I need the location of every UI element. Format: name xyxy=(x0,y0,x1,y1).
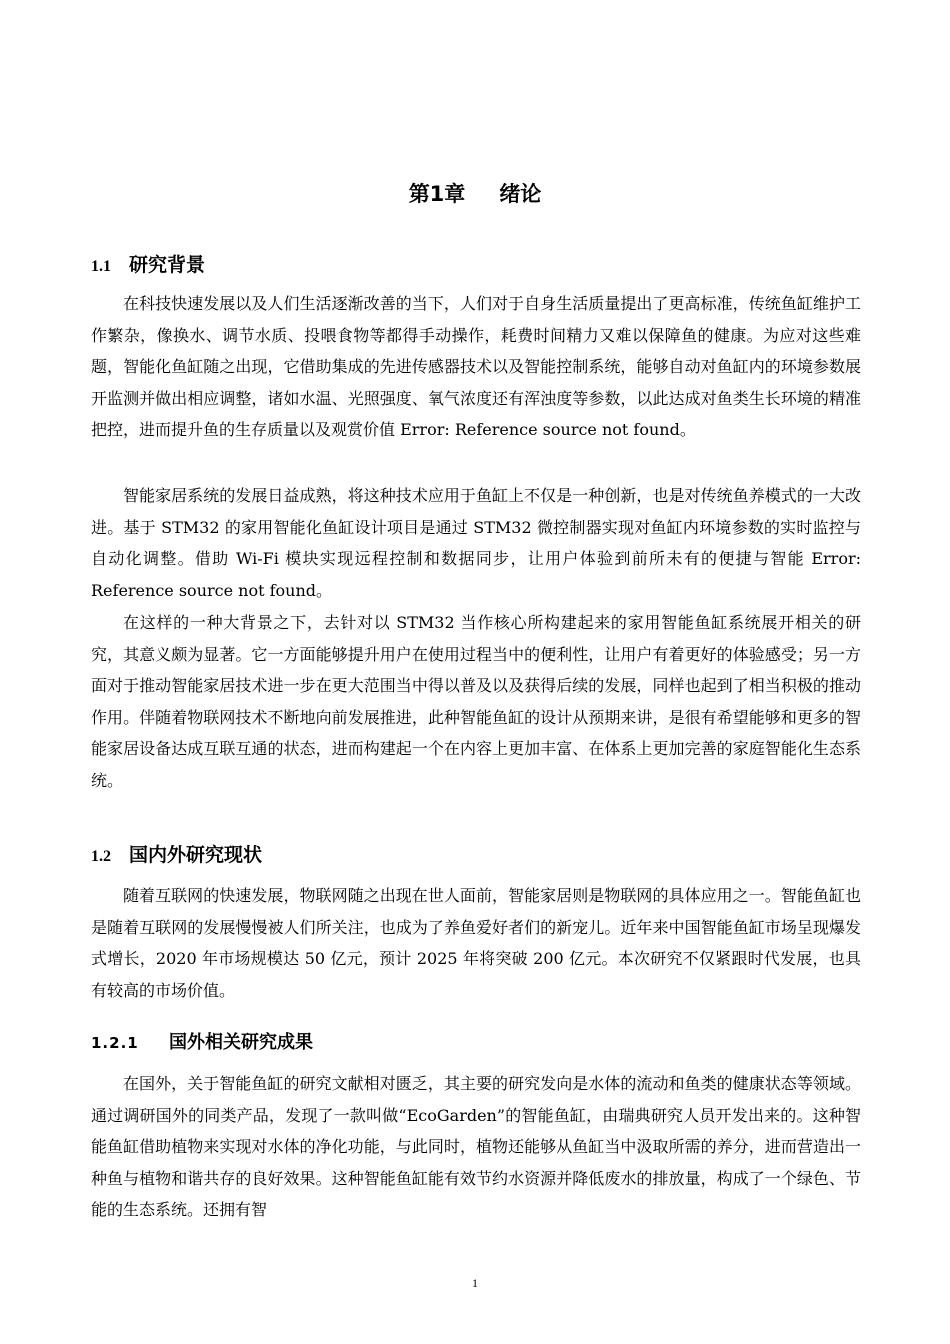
section-number: 1.2 xyxy=(91,848,111,865)
section-heading-1-1 xyxy=(91,250,205,282)
subsection-title: 国外相关研究成果 xyxy=(169,1032,313,1053)
section-title: 国内外研究现状 xyxy=(129,844,263,866)
section-title: 研究背景 xyxy=(129,254,206,276)
paragraph: 在这样的一种大背景之下，去针对以 STM32 当作核心所构建起来的家用智能鱼缸系统展开相关的研究，其意义颇为显著。它一方面能够提升用户在使用过程当中的便利性，让用户有着更好的体验感受；另一方面对于推动智能家居技术进一步在更大范围当中得以普及以及获得后续的发展，同样也起到了相当积极的推动作用。伴随着物联网技术不断地向前发展推进，此种智能鱼缸的设计从预期来讲，是很有希望能够和更多的智能家居设备达成互联互通的状态，进而构建起一个在内容上更加丰富、在体系上更加完善的家庭智能化生态系统。 xyxy=(91,613,861,790)
page-number: 1 xyxy=(472,1276,478,1290)
section-heading-1-2 xyxy=(91,840,262,872)
subsection-heading-1-2-1 xyxy=(91,1028,313,1058)
chapter-title xyxy=(0,178,950,210)
paragraph: 智能家居系统的发展日益成熟，将这种技术应用于鱼缸上不仅是一种创新，也是对传统鱼养模式的一大改进。基于 STM32 的家用智能化鱼缸设计项目是通过 STM32 微控制器实现对鱼缸内环境参数的实时监控与自动化调整。借助 Wi-Fi 模块实现远程控制和数据同步，让用户体验到前所未有的便捷与智能 Error: Reference source not found。 xyxy=(91,486,861,600)
subsection-number: 1.2.1 xyxy=(91,1034,139,1052)
paragraph: 随着互联网的快速发展，物联网随之出现在世人面前，智能家居则是物联网的具体应用之一。智能鱼缸也是随着互联网的发展慢慢被人们所关注，也成为了养鱼爱好者们的新宠儿。近年来中国智能鱼缸市场呈现爆发式增长，2020 年市场规模达 50 亿元，预计 2025 年将突破 200 亿元。本次研究不仅紧跟时代发展，也具有较高的市场价值。 xyxy=(91,886,861,1000)
section-number: 1.1 xyxy=(91,258,111,275)
chapter-number: 第1章 xyxy=(408,182,466,206)
paragraph: 在国外，关于智能鱼缸的研究文献相对匮乏，其主要的研究发向是水体的流动和鱼类的健康状态等领域。通过调研国外的同类产品，发现了一款叫做“EcoGarden”的智能鱼缸，由瑞典研究人员开发出来的。这种智能鱼缸借助植物来实现对水体的净化功能，与此同时，植物还能够从鱼缸当中汲取所需的养分，进而营造出一种鱼与植物和谐共存的良好效果。这种智能鱼缸能有效节约水资源并降低废水的排放量，构成了一个绿色、节能的生态系统。还拥有智 xyxy=(91,1074,861,1220)
paragraph: 在科技快速发展以及人们生活逐渐改善的当下，人们对于自身生活质量提出了更高标准，传统鱼缸维护工作繁杂，像换水、调节水质、投喂食物等都得手动操作，耗费时间精力又难以保障鱼的健康。为应对这些难题，智能化鱼缸随之出现，它借助集成的先进传感器技术以及智能控制系统，能够自动对鱼缸内的环境参数展开监测并做出相应调整，诸如水温、光照强度、氧气浓度还有浑浊度等参数，以此达成对鱼类生长环境的精准把控，进而提升鱼的生存质量以及观赏价值 Error: Reference source not found。 xyxy=(91,294,861,440)
chapter-name: 绪论 xyxy=(499,182,542,206)
